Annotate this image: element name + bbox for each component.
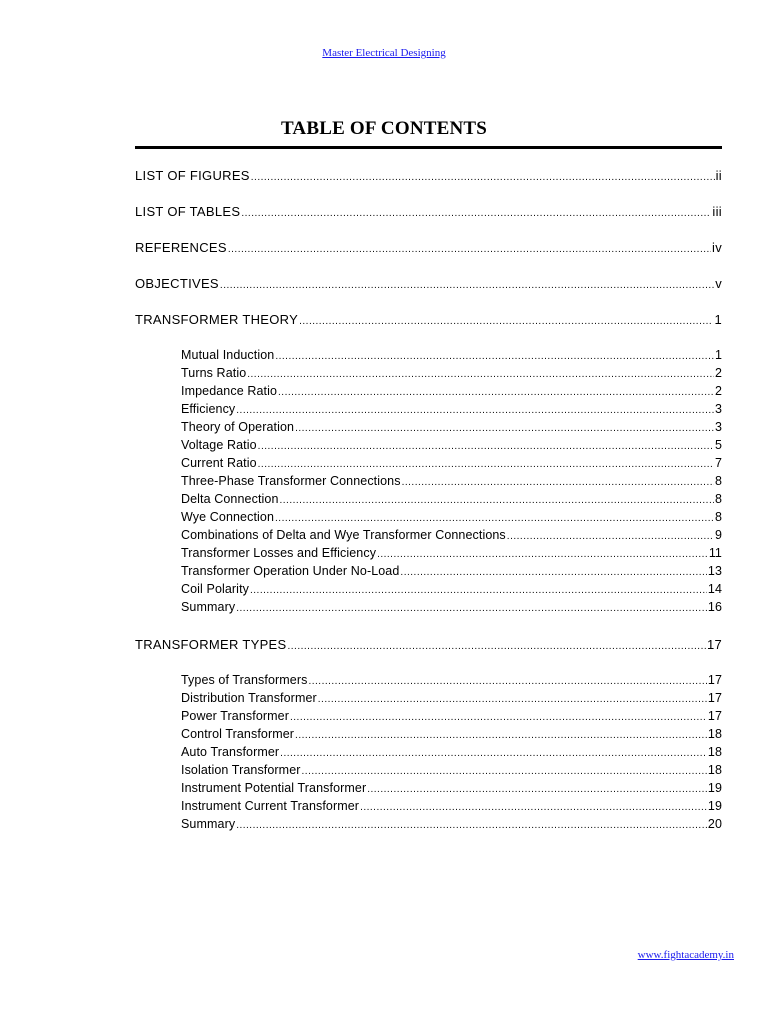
dot-leader bbox=[507, 531, 714, 542]
dot-leader bbox=[258, 441, 714, 452]
toc-subentry[interactable] bbox=[181, 492, 722, 506]
dot-leader bbox=[278, 387, 714, 398]
dot-leader bbox=[400, 567, 706, 578]
toc-page-number: iv bbox=[712, 240, 722, 255]
toc-entry[interactable] bbox=[135, 276, 722, 291]
toc-label: Current Ratio bbox=[181, 456, 257, 470]
toc-subentry[interactable] bbox=[181, 564, 722, 578]
dot-leader bbox=[402, 477, 714, 488]
toc-label: Impedance Ratio bbox=[181, 384, 278, 398]
dot-leader bbox=[258, 459, 714, 470]
dot-leader bbox=[367, 784, 707, 795]
toc-subentry[interactable] bbox=[181, 384, 722, 398]
toc-label: Transformer Operation Under No-Load bbox=[181, 564, 400, 578]
dot-leader bbox=[290, 712, 707, 723]
toc-page-number: 8 bbox=[714, 474, 722, 488]
footer-link[interactable]: www.fightacademy.in bbox=[637, 949, 734, 961]
toc-entry[interactable] bbox=[135, 240, 722, 255]
toc-label: Control Transformer bbox=[181, 727, 295, 741]
toc-page-number: 2 bbox=[714, 366, 722, 380]
toc-page-number: 19 bbox=[707, 799, 722, 813]
toc-page-number: 3 bbox=[714, 420, 722, 434]
toc-label: Turns Ratio bbox=[181, 366, 247, 380]
toc-page-number: 1 bbox=[714, 348, 722, 362]
toc-label: Summary bbox=[181, 817, 236, 831]
dot-leader bbox=[295, 730, 707, 741]
dot-leader bbox=[250, 585, 707, 596]
toc-subentry[interactable] bbox=[181, 817, 722, 831]
toc-entry[interactable] bbox=[135, 204, 722, 219]
page-title: TABLE OF CONTENTS bbox=[280, 118, 488, 139]
toc-subentry[interactable] bbox=[181, 510, 722, 524]
dot-leader bbox=[280, 495, 714, 506]
toc-page-number: iii bbox=[712, 204, 722, 219]
toc-label: TRANSFORMER THEORY bbox=[135, 312, 299, 327]
toc-subentry[interactable] bbox=[181, 763, 722, 777]
dot-leader bbox=[236, 405, 714, 416]
toc-subentry[interactable] bbox=[181, 528, 722, 542]
toc-label: OBJECTIVES bbox=[135, 276, 219, 291]
dot-leader bbox=[295, 423, 714, 434]
toc-label: REFERENCES bbox=[135, 240, 227, 255]
toc-label: Distribution Transformer bbox=[181, 691, 317, 705]
toc-subentry[interactable] bbox=[181, 438, 722, 452]
toc-page-number: 18 bbox=[707, 763, 722, 777]
toc-label: Types of Transformers bbox=[181, 673, 308, 687]
toc-subentry[interactable] bbox=[181, 691, 722, 705]
toc-label: Three-Phase Transformer Connections bbox=[181, 474, 401, 488]
toc-page-number: 11 bbox=[708, 546, 722, 560]
toc-page-number: 3 bbox=[714, 402, 722, 416]
header-link[interactable]: Master Electrical Designing bbox=[322, 47, 446, 59]
toc-page-number: 17 bbox=[707, 691, 722, 705]
toc-label: Summary bbox=[181, 600, 236, 614]
footer-link-container bbox=[638, 949, 734, 961]
toc-entry[interactable] bbox=[135, 312, 722, 327]
dot-leader bbox=[302, 766, 707, 777]
toc-label: LIST OF FIGURES bbox=[135, 168, 250, 183]
toc-entry[interactable] bbox=[135, 637, 722, 652]
toc-subentry[interactable] bbox=[181, 366, 722, 380]
toc-label: Delta Connection bbox=[181, 492, 279, 506]
toc-label: TRANSFORMER TYPES bbox=[135, 637, 287, 652]
toc-page-number: 9 bbox=[714, 528, 722, 542]
toc-page-number: ii bbox=[715, 168, 722, 183]
toc-subentry[interactable] bbox=[181, 474, 722, 488]
dot-leader bbox=[236, 603, 707, 614]
toc-label: LIST OF TABLES bbox=[135, 204, 241, 219]
toc-label: Isolation Transformer bbox=[181, 763, 301, 777]
toc-page-number: 20 bbox=[707, 817, 722, 831]
dot-leader bbox=[377, 549, 708, 560]
toc-subentry[interactable] bbox=[181, 456, 722, 470]
dot-leader bbox=[220, 280, 714, 291]
toc-label: Wye Connection bbox=[181, 510, 275, 524]
dot-leader bbox=[288, 641, 706, 652]
toc-label: Auto Transformer bbox=[181, 745, 280, 759]
toc-subentry[interactable] bbox=[181, 546, 722, 560]
toc-subentry[interactable] bbox=[181, 348, 722, 362]
toc-page-number: 17 bbox=[707, 709, 722, 723]
toc-label: Transformer Losses and Efficiency bbox=[181, 546, 377, 560]
toc-page-number: 16 bbox=[707, 600, 722, 614]
toc-label: Theory of Operation bbox=[181, 420, 295, 434]
toc-page-number: 7 bbox=[714, 456, 722, 470]
toc-subentry[interactable] bbox=[181, 709, 722, 723]
header-link-container bbox=[0, 47, 768, 59]
toc-page-number: 8 bbox=[714, 510, 722, 524]
toc-subentry[interactable] bbox=[181, 745, 722, 759]
dot-leader bbox=[251, 172, 715, 183]
toc-subentry[interactable] bbox=[181, 420, 722, 434]
toc-subentry[interactable] bbox=[181, 582, 722, 596]
title-rule bbox=[135, 146, 722, 149]
toc-label: Coil Polarity bbox=[181, 582, 249, 596]
toc-label: Instrument Potential Transformer bbox=[181, 781, 367, 795]
dot-leader bbox=[308, 676, 706, 687]
toc-page-number: 17 bbox=[706, 637, 722, 652]
dot-leader bbox=[241, 208, 711, 219]
toc-page-number: 5 bbox=[714, 438, 722, 452]
dot-leader bbox=[247, 369, 714, 380]
toc-label: Voltage Ratio bbox=[181, 438, 257, 452]
toc-page-number: 8 bbox=[714, 492, 722, 506]
toc-label: Mutual Induction bbox=[181, 348, 275, 362]
toc-page-number: 19 bbox=[707, 781, 722, 795]
toc-subentry[interactable] bbox=[181, 673, 722, 687]
toc-page-number: 1 bbox=[714, 312, 722, 327]
dot-leader bbox=[360, 802, 707, 813]
toc-page-number: 2 bbox=[714, 384, 722, 398]
toc-subentry[interactable] bbox=[181, 600, 722, 614]
toc-label: Efficiency bbox=[181, 402, 236, 416]
dot-leader bbox=[318, 694, 707, 705]
toc-label: Power Transformer bbox=[181, 709, 289, 723]
toc-page-number: 13 bbox=[707, 564, 722, 578]
toc-page-number: 14 bbox=[707, 582, 722, 596]
dot-leader bbox=[228, 244, 711, 255]
dot-leader bbox=[275, 513, 714, 524]
dot-leader bbox=[280, 748, 707, 759]
toc-page-number: 18 bbox=[707, 727, 722, 741]
dot-leader bbox=[299, 316, 713, 327]
toc-subentry[interactable] bbox=[181, 402, 722, 416]
toc-subentry[interactable] bbox=[181, 727, 722, 741]
toc-subentry[interactable] bbox=[181, 799, 722, 813]
toc-entry[interactable] bbox=[135, 168, 722, 183]
toc-label: Instrument Current Transformer bbox=[181, 799, 360, 813]
dot-leader bbox=[275, 351, 714, 362]
toc-page-number: 18 bbox=[707, 745, 722, 759]
toc-page-number: v bbox=[715, 276, 722, 291]
toc-page-number: 17 bbox=[707, 673, 722, 687]
toc-label: Combinations of Delta and Wye Transformer Connections bbox=[181, 528, 506, 542]
toc-subentry[interactable] bbox=[181, 781, 722, 795]
dot-leader bbox=[236, 820, 707, 831]
